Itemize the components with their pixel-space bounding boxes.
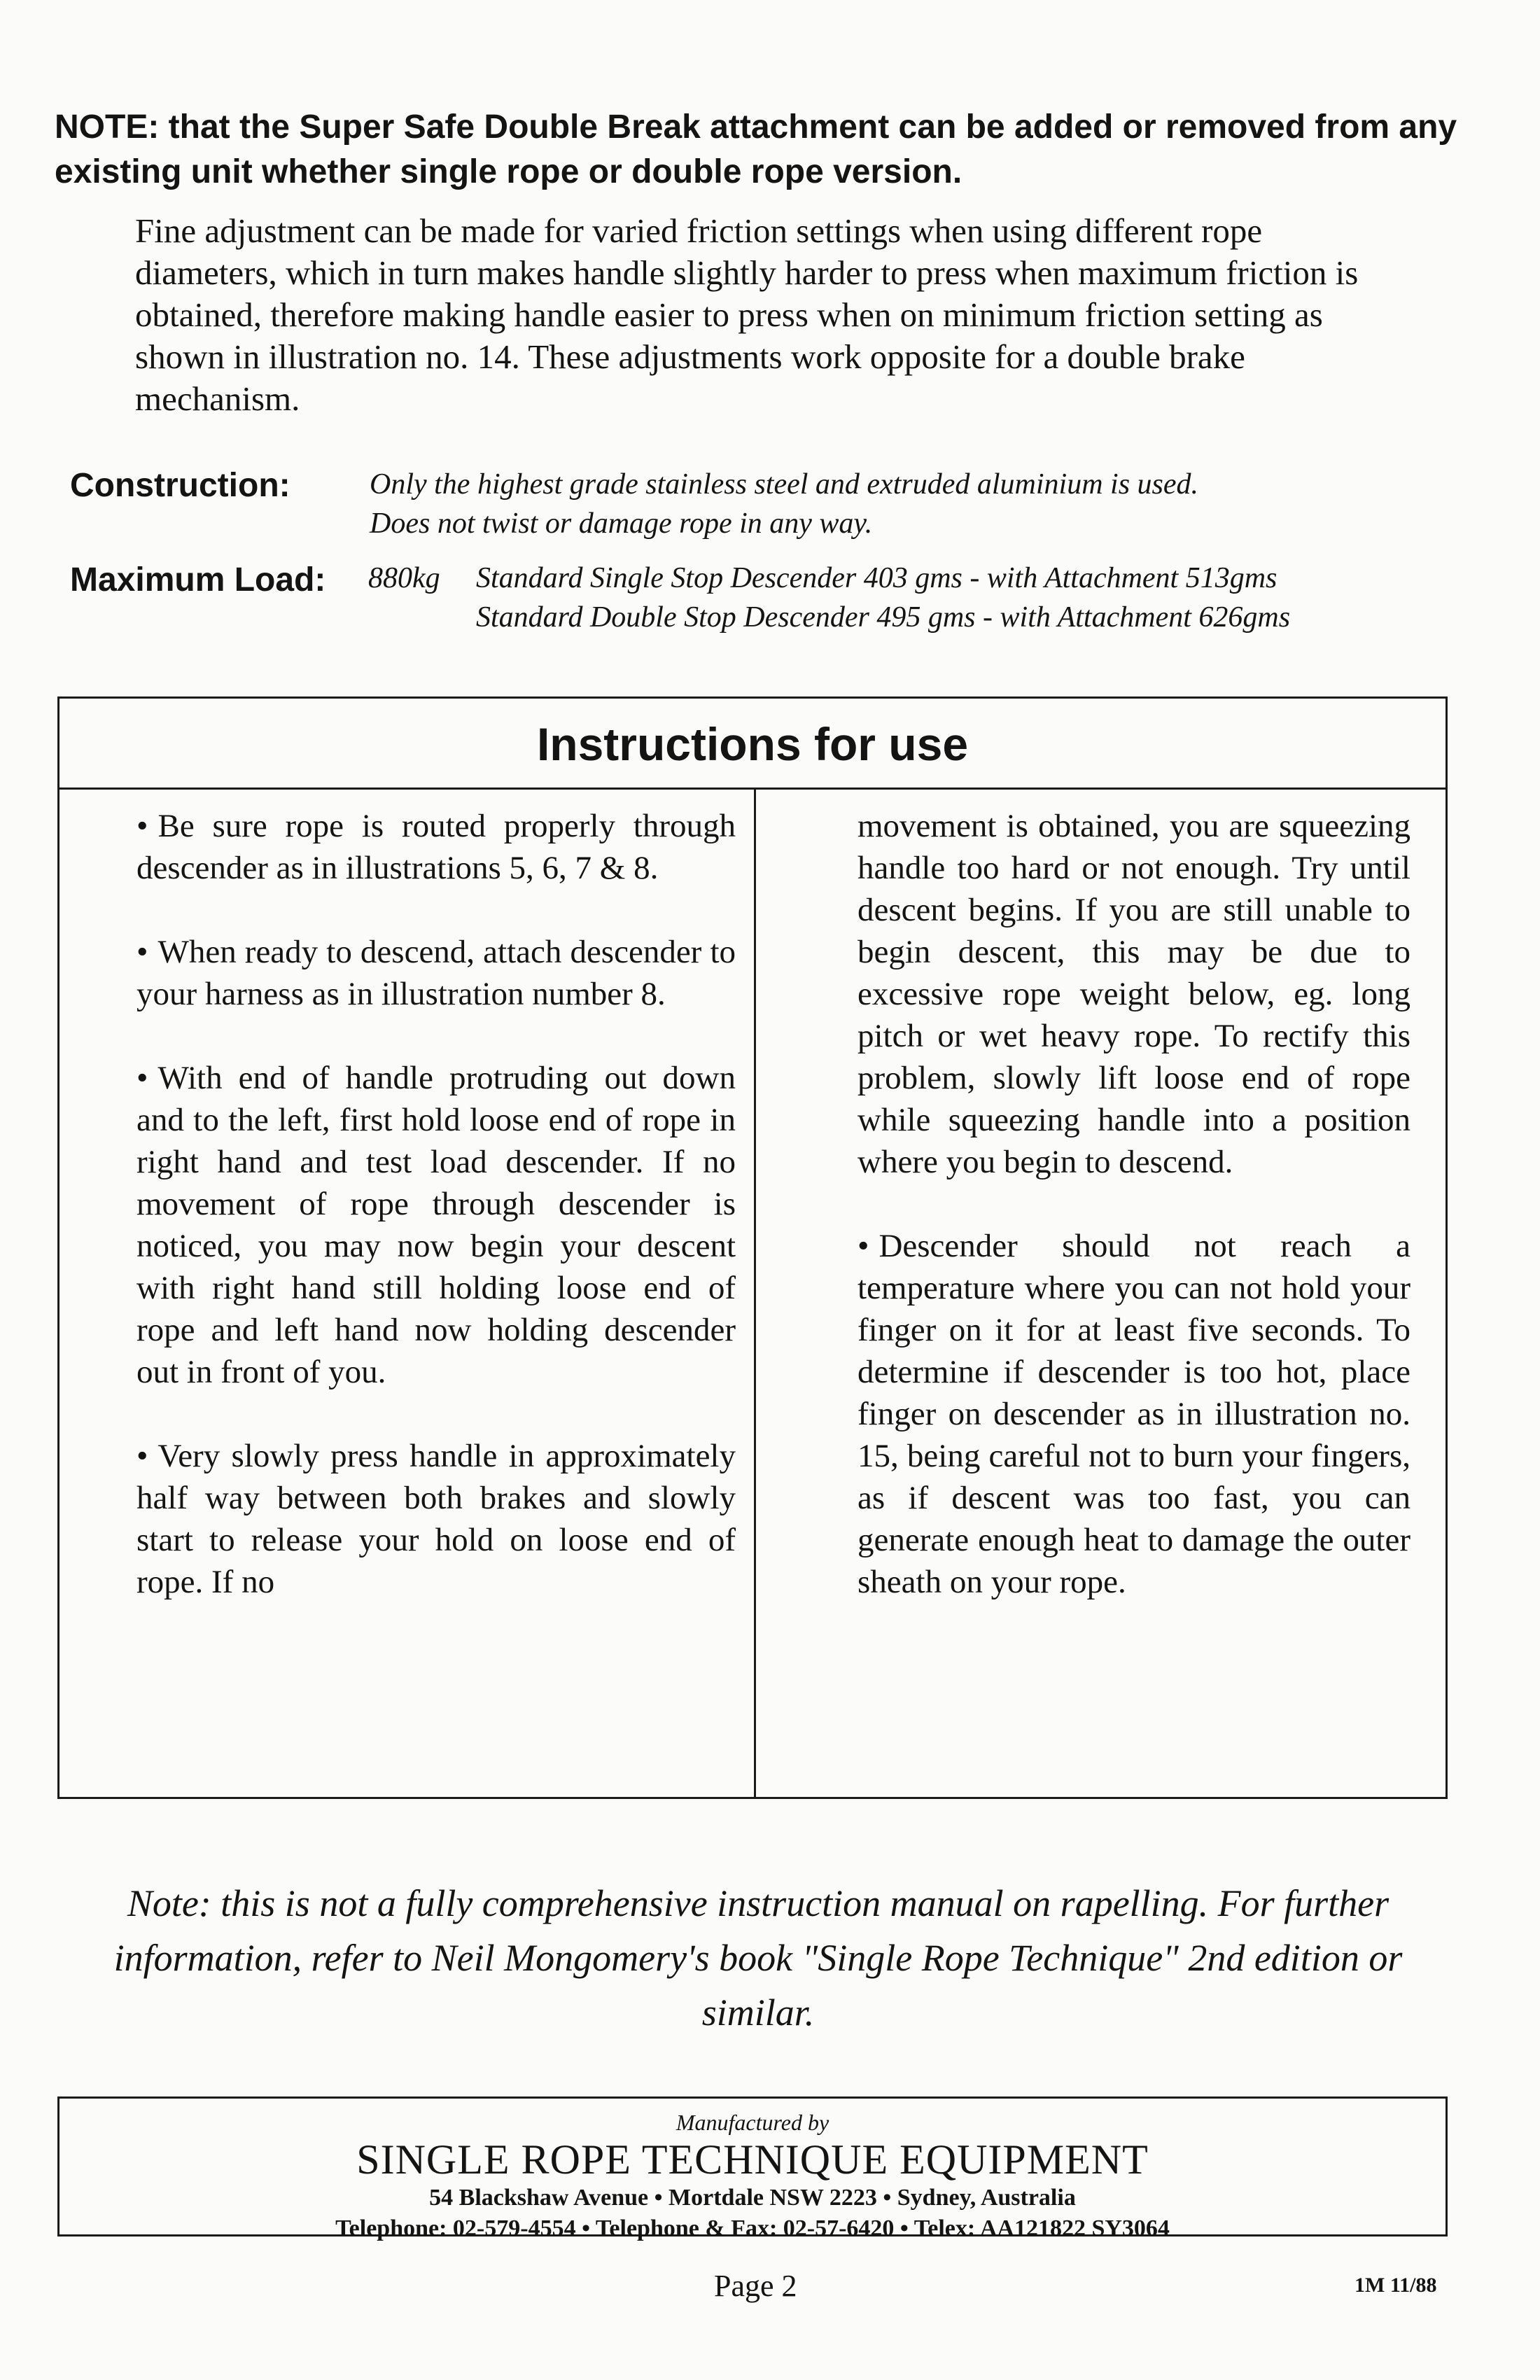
instruction-item: • When ready to descend, attach descender to your harness as in illustration number 8. <box>136 934 736 1012</box>
bullet-icon: • <box>858 1228 869 1264</box>
note-disclaimer: Note: this is not a fully comprehensive instruction manual on rapelling. For further information, refer to Neil Mongomery's book "Single Rope Technique" 2nd edition or similar. <box>113 1882 1403 2033</box>
instruction-item: • Descender should not reach a temperature where you can not hold your finger on it for at least five seconds. To determine if descender is too hot, place finger on descender as in illustration no. 15, being careful not to burn your fingers, as if descent was too fast, you can generate enough heat to damage the outer sheath on your rope. <box>858 1228 1410 1600</box>
max-load-weights <box>476 559 1290 637</box>
note-attachment: NOTE: that the Super Safe Double Break attachment can be added or removed from any existing unit whether single rope or double rope version. <box>55 108 1457 190</box>
construction-text <box>370 465 1198 543</box>
print-code: 1M 11/88 <box>1354 2274 1437 2297</box>
company-address: 54 Blackshaw Avenue • Mortdale NSW 2223 • Sydney, Australia <box>429 2185 1076 2211</box>
bullet-icon: • <box>136 934 148 970</box>
fine-adjustment-paragraph: Fine adjustment can be made for varied friction settings when using different rope diameters, which in turn makes handle slightly harder to press when maximum friction is obtained, therefore making handle easier to press when on minimum friction setting as shown in illustration no. 14. These adjustments work opposite for a double brake mechanism. <box>135 211 1359 418</box>
instruction-continuation: movement is obtained, you are squeezing handle too hard or not enough. Try until descent begins. If you are still unable to begin descent, this may be due to excessive rope weight below, eg. long pitch or wet heavy rope. To rectify this problem, slowly lift loose end of rope while squeezing handle into a position where you begin to descend. <box>858 808 1410 1180</box>
company-phones: Telephone: 02-579-4554 • Telephone & Fax: 02-57-6420 • Telex: AA121822 SY3064 <box>335 2216 1170 2241</box>
instructions-box <box>57 696 1448 1799</box>
instruction-item: • Be sure rope is routed properly through descender as in illustrations 5, 6, 7 & 8. <box>136 808 736 886</box>
instruction-item: • Very slowly press handle in approximately half way between both brakes and slowly start to release your hold on loose end of rope. If no <box>136 1438 736 1600</box>
construction-label: Construction: <box>70 467 290 504</box>
manufactured-by: Manufactured by <box>676 2110 830 2135</box>
bullet-icon: • <box>136 1060 148 1096</box>
bullet-icon: • <box>136 1438 148 1474</box>
instructions-title: Instructions for use <box>59 699 1446 790</box>
bullet-icon: • <box>136 808 148 844</box>
instruction-item: • With end of handle protruding out down and to the left, first hold loose end of rope in right hand and test load descender. If no movement of rope through descender is noticed, you may now begin your descent with right hand still holding loose end of rope and left hand now holding descender out in front of you. <box>136 1060 736 1390</box>
page-number: Page 2 <box>714 2269 797 2303</box>
instructions-left-column <box>136 805 736 1645</box>
instructions-right-column <box>858 805 1410 1645</box>
construction-line-2: Does not twist or damage rope in any way. <box>370 507 873 540</box>
manufacturer-box <box>57 2096 1448 2241</box>
max-load-line-2: Standard Double Stop Descender 495 gms - with Attachment 626gms <box>476 601 1291 634</box>
column-divider <box>754 790 756 1797</box>
instructions-columns <box>59 790 1446 1797</box>
max-load-label: Maximum Load: <box>70 561 326 598</box>
max-load-value: 880kg <box>368 562 440 594</box>
construction-line-1: Only the highest grade stainless steel and extruded aluminium is used. <box>370 468 1199 500</box>
company-name: SINGLE ROPE TECHNIQUE EQUIPMENT <box>356 2136 1149 2183</box>
max-load-line-1: Standard Single Stop Descender 403 gms - with Attachment 513gms <box>476 562 1278 594</box>
